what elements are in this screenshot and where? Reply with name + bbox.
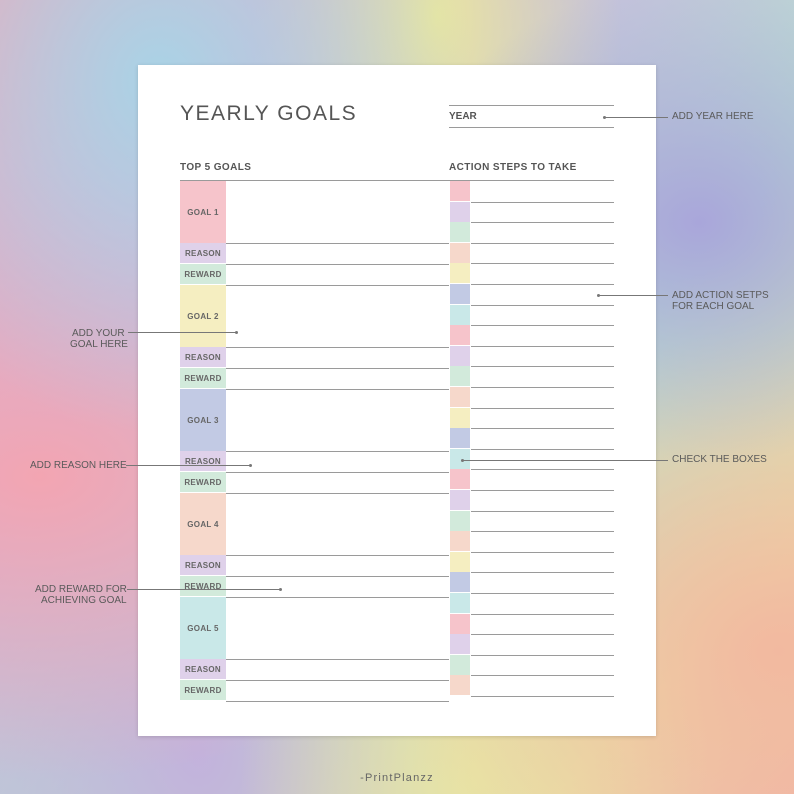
action-step-checkbox[interactable] <box>450 346 470 366</box>
reason-entry-line[interactable] <box>226 680 449 681</box>
reward-entry-line[interactable] <box>226 389 449 390</box>
action-step-line[interactable] <box>471 531 614 532</box>
add-year-arrow <box>604 117 668 118</box>
action-step-checkbox[interactable] <box>450 263 470 283</box>
add-goal-annotation-line1: ADD YOUR <box>72 328 125 339</box>
action-step-line[interactable] <box>471 593 614 594</box>
action-step-line[interactable] <box>471 346 614 347</box>
add-goal-arrow <box>128 332 236 333</box>
add-goal-annotation-line2: GOAL HERE <box>70 339 128 350</box>
action-step-checkbox[interactable] <box>450 593 470 613</box>
add-reward-arrow-dot <box>279 588 282 591</box>
action-step-checkbox[interactable] <box>450 469 470 489</box>
add-reason-annotation: ADD REASON HERE <box>30 460 127 471</box>
action-step-line[interactable] <box>471 325 614 326</box>
add-action-steps-annotation-line1: ADD ACTION SETPS <box>672 290 769 301</box>
action-step-checkbox[interactable] <box>450 325 470 345</box>
action-step-checkbox[interactable] <box>450 408 470 428</box>
action-step-line[interactable] <box>471 202 614 203</box>
reward-entry-line[interactable] <box>226 285 449 286</box>
action-step-line[interactable] <box>471 284 614 285</box>
action-step-checkbox[interactable] <box>450 511 470 531</box>
action-step-checkbox[interactable] <box>450 531 470 551</box>
action-step-checkbox[interactable] <box>450 181 470 201</box>
brand-watermark: -PrintPlanzz <box>360 772 434 784</box>
action-step-checkbox[interactable] <box>450 655 470 675</box>
goal-entry-line[interactable] <box>226 659 449 660</box>
add-reason-arrow <box>126 465 250 466</box>
action-step-line[interactable] <box>471 449 614 450</box>
action-step-line[interactable] <box>471 387 614 388</box>
check-boxes-arrow <box>462 460 668 461</box>
add-reward-annotation-line2: ACHIEVING GOAL <box>41 595 127 606</box>
add-reward-annotation-line1: ADD REWARD FOR <box>35 584 127 595</box>
action-step-checkbox[interactable] <box>450 284 470 304</box>
action-step-line[interactable] <box>471 614 614 615</box>
reason-label-block: REASON <box>180 451 226 471</box>
reason-entry-line[interactable] <box>226 264 449 265</box>
check-boxes-arrow-dot <box>461 459 464 462</box>
goal-label-block: GOAL 2 <box>180 285 226 347</box>
year-label: YEAR <box>449 111 477 122</box>
goals-top-line <box>180 180 449 181</box>
page-title: YEARLY GOALS <box>180 102 358 125</box>
action-step-checkbox[interactable] <box>450 243 470 263</box>
year-top-line <box>449 105 614 106</box>
reward-label-block: REWARD <box>180 264 226 284</box>
action-steps-header: ACTION STEPS TO TAKE <box>449 162 577 173</box>
action-steps-top-line <box>449 180 614 181</box>
action-step-checkbox[interactable] <box>450 202 470 222</box>
action-step-line[interactable] <box>471 408 614 409</box>
action-step-line[interactable] <box>471 572 614 573</box>
reason-label-block: REASON <box>180 347 226 367</box>
action-step-line[interactable] <box>471 263 614 264</box>
action-step-line[interactable] <box>471 305 614 306</box>
action-step-line[interactable] <box>471 696 614 697</box>
action-step-line[interactable] <box>471 490 614 491</box>
action-step-line[interactable] <box>471 366 614 367</box>
add-action-steps-arrow <box>598 295 668 296</box>
action-step-line[interactable] <box>471 552 614 553</box>
add-goal-arrow-dot <box>235 331 238 334</box>
goal-label-block: GOAL 4 <box>180 493 226 555</box>
action-step-checkbox[interactable] <box>450 222 470 242</box>
add-action-steps-annotation-line2: FOR EACH GOAL <box>672 301 755 312</box>
action-step-checkbox[interactable] <box>450 552 470 572</box>
action-step-checkbox[interactable] <box>450 387 470 407</box>
add-year-annotation: ADD YEAR HERE <box>672 111 754 122</box>
action-step-line[interactable] <box>471 243 614 244</box>
year-input-line[interactable] <box>449 127 614 128</box>
reward-entry-line[interactable] <box>226 493 449 494</box>
action-step-checkbox[interactable] <box>450 366 470 386</box>
reason-entry-line[interactable] <box>226 472 449 473</box>
action-step-line[interactable] <box>471 511 614 512</box>
top-goals-header: TOP 5 GOALS <box>180 162 252 173</box>
action-step-checkbox[interactable] <box>450 490 470 510</box>
goal-label-block: GOAL 3 <box>180 389 226 451</box>
goal-entry-line[interactable] <box>226 347 449 348</box>
goal-label-block: GOAL 5 <box>180 597 226 659</box>
reward-label-block: REWARD <box>180 576 226 596</box>
add-action-steps-arrow-dot <box>597 294 600 297</box>
action-step-line[interactable] <box>471 428 614 429</box>
check-boxes-annotation: CHECK THE BOXES <box>672 454 767 465</box>
reward-label-block: REWARD <box>180 368 226 388</box>
add-reason-arrow-dot <box>249 464 252 467</box>
reason-label-block: REASON <box>180 659 226 679</box>
goal-entry-line[interactable] <box>226 451 449 452</box>
action-step-line[interactable] <box>471 655 614 656</box>
reason-entry-line[interactable] <box>226 368 449 369</box>
goal-label-block: GOAL 1 <box>180 181 226 243</box>
action-step-line[interactable] <box>471 634 614 635</box>
reason-label-block: REASON <box>180 243 226 263</box>
goal-entry-line[interactable] <box>226 243 449 244</box>
action-step-line[interactable] <box>471 222 614 223</box>
action-step-checkbox[interactable] <box>450 572 470 592</box>
add-year-arrow-dot <box>603 116 606 119</box>
reason-label-block: REASON <box>180 555 226 575</box>
action-step-checkbox[interactable] <box>450 305 470 325</box>
action-step-line[interactable] <box>471 469 614 470</box>
reward-label-block: REWARD <box>180 680 226 700</box>
reward-entry-line[interactable] <box>226 701 449 702</box>
goal-entry-line[interactable] <box>226 555 449 556</box>
action-step-checkbox[interactable] <box>450 449 470 469</box>
reward-label-block: REWARD <box>180 472 226 492</box>
reward-entry-line[interactable] <box>226 597 449 598</box>
reason-entry-line[interactable] <box>226 576 449 577</box>
action-step-checkbox[interactable] <box>450 634 470 654</box>
action-step-line[interactable] <box>471 675 614 676</box>
action-step-checkbox[interactable] <box>450 614 470 634</box>
action-step-checkbox[interactable] <box>450 428 470 448</box>
action-step-checkbox[interactable] <box>450 675 470 695</box>
add-reward-arrow <box>127 589 280 590</box>
